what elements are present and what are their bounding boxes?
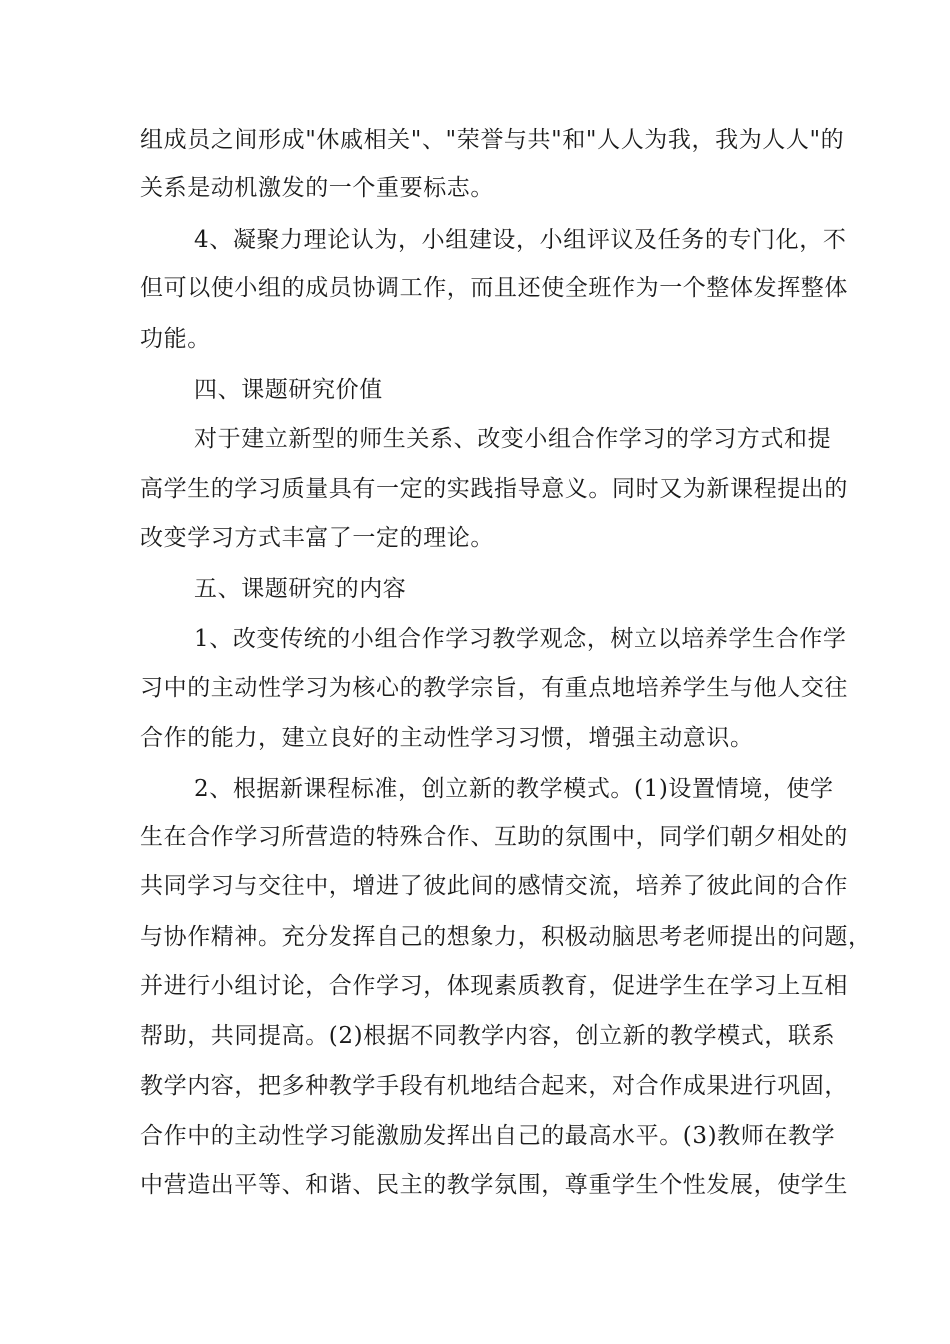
body-text-line: 改变学习方式丰富了一定的理论。 [140, 525, 494, 551]
body-text-line: 教学内容，把多种教学手段有机地结合起来，对合作成果进行巩固， [140, 1073, 848, 1099]
body-text-line: 帮助，共同提高。(2)根据不同教学内容，创立新的教学模式，联系 [140, 1023, 836, 1049]
section-heading: 五、课题研究的内容 [194, 576, 407, 602]
body-text-line: 中营造出平等、和谐、民主的教学氛围，尊重学生个性发展，使学生 [140, 1172, 848, 1198]
body-text-line: 组成员之间形成"休戚相关"、"荣誉与共"和"人人为我，我为人人"的 [140, 127, 845, 153]
body-text-line: 功能。 [140, 326, 211, 352]
section-heading: 四、课题研究价值 [194, 377, 383, 403]
body-text-line: 关系是动机激发的一个重要标志。 [140, 175, 494, 201]
body-text-line: 生在合作学习所营造的特殊合作、互助的氛围中，同学们朝夕相处的 [140, 824, 848, 850]
paragraph-start-line: 4、凝聚力理论认为，小组建设，小组评议及任务的专门化，不 [194, 227, 847, 253]
body-text-line: 并进行小组讨论，合作学习，体现素质教育，促进学生在学习上互相 [140, 973, 848, 999]
paragraph-start-line: 1、改变传统的小组合作学习教学观念，树立以培养学生合作学 [194, 626, 847, 652]
body-text-line: 合作的能力，建立良好的主动性学习习惯，增强主动意识。 [140, 725, 754, 751]
body-text-line: 习中的主动性学习为核心的教学宗旨，有重点地培养学生与他人交往 [140, 675, 848, 701]
body-text-line: 但可以使小组的成员协调工作，而且还使全班作为一个整体发挥整体 [140, 275, 848, 301]
paragraph-start-line: 对于建立新型的师生关系、改变小组合作学习的学习方式和提 [194, 426, 832, 452]
body-text-line: 共同学习与交往中，增进了彼此间的感情交流，培养了彼此间的合作 [140, 873, 848, 899]
paragraph-start-line: 2、根据新课程标准，创立新的教学模式。(1)设置情境，使学 [194, 776, 834, 802]
body-text-line: 与协作精神。充分发挥自己的想象力，积极动脑思考老师提出的问题， [140, 924, 872, 950]
body-text-line: 合作中的主动性学习能激励发挥出自己的最高水平。(3)教师在教学 [140, 1123, 836, 1149]
body-text-line: 高学生的学习质量具有一定的实践指导意义。同时又为新课程提出的 [140, 476, 848, 502]
